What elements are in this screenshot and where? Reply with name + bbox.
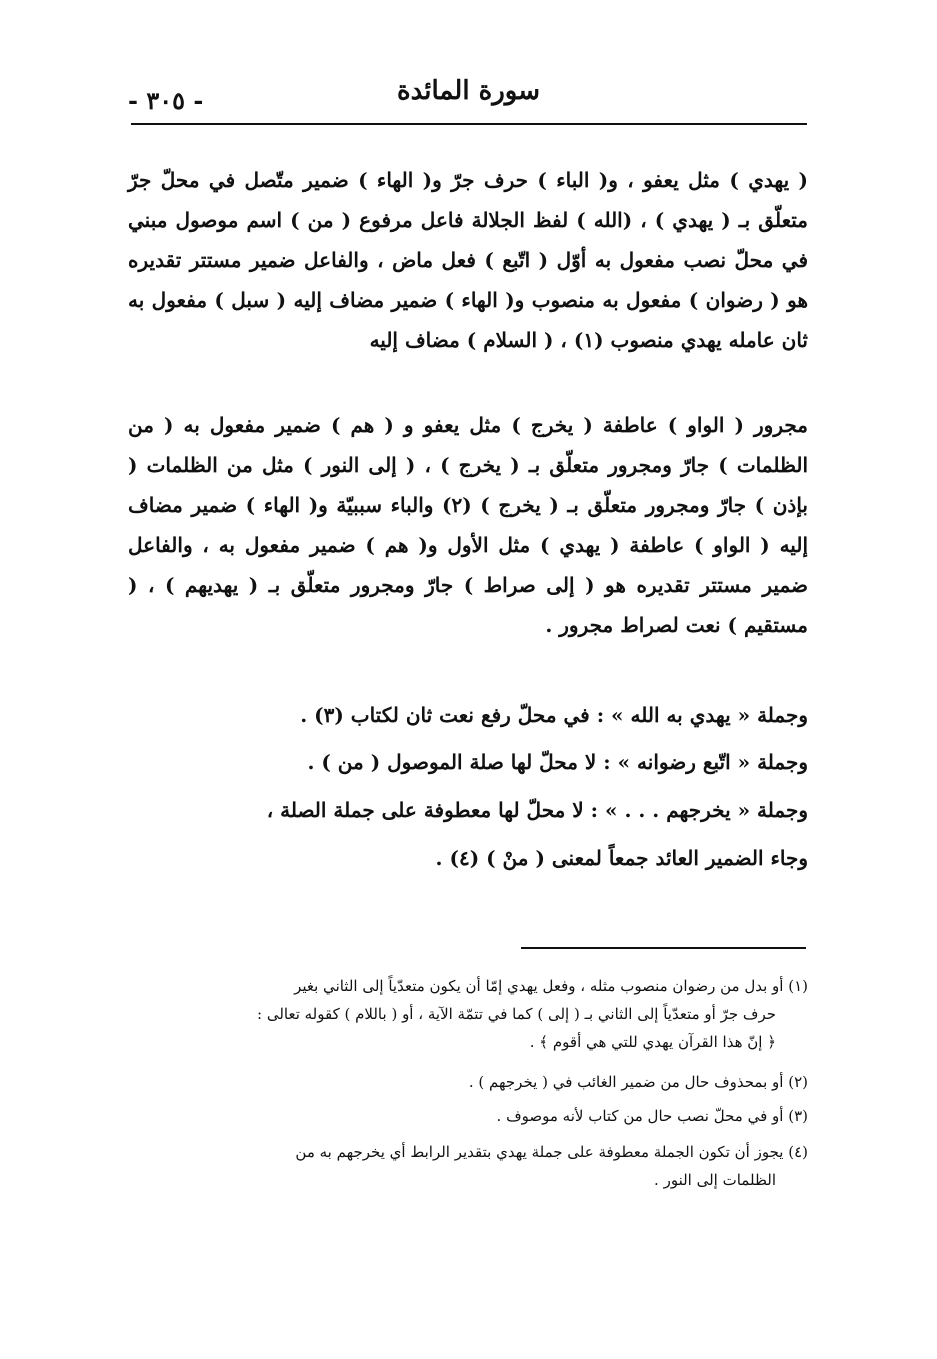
footnote-1-line-3: ﴿ إنّ هذا القرآن يهدي للتي هي أقوم ﴾ .: [529, 1033, 776, 1051]
page-title: سورة المائدة: [396, 76, 541, 106]
footnote-2-line-1: (٢) أو بمحذوف حال من ضمير الغائب في ( يخرجهم ) .: [468, 1073, 808, 1091]
footnote-2: [128, 1068, 808, 1096]
footnote-1-line-2: حرف جرّ أو متعدّياً إلى الثاني بـ ( إلى ) كما في تتمّة الآية ، أو ( باللام ) كقوله تعالى :: [257, 1005, 776, 1023]
footnote-3-line-1: (٣) أو في محلّ نصب حال من كتاب لأنه موصوف .: [496, 1107, 808, 1125]
page-number: - ٣٠٥ -: [128, 86, 204, 115]
footnote-4-line-1: (٤) يجوز أن تكون الجملة معطوفة على جملة يهدي بتقدير الرابط أي يخرجهم به من: [295, 1143, 808, 1161]
footnote-4: [128, 1138, 808, 1194]
footnote-3: [128, 1102, 808, 1130]
sentence-4: وجاء الضمير العائد جمعاً لمعنى ( منْ ) (٤) .: [435, 846, 808, 870]
footnote-4-line-2: الظلمات إلى النور .: [654, 1171, 776, 1189]
sentence-2: وجملة « اتّبع رضوانه » : لا محلّ لها صلة الموصول ( من ) .: [307, 750, 808, 774]
footnote-1-line-1: (١) أو بدل من رضوان منصوب مثله ، وفعل يهدي إمّا أن يكون متعدّياً إلى الثاني بغير: [294, 977, 808, 995]
paragraph-1: ( يهدي ) مثل يعفو ، و( الباء ) حرف جرّ و( الهاء ) ضمير متّصل في محلّ جرّ متعلّق بـ ( يهدي ) ، (الله ) لفظ الجلالة فاعل مرفوع ( من ) اسم موصول مبني في محلّ نصب مفعول به أوّل ( اتّبع ) فعل ماض ، والفاعل ضمير مستتر تقديره هو ( رضوان ) مفعول به منصوب و( الهاء ) ضمير مضاف إليه ( سبل ) مفعول به ثان عامله يهدي منصوب (١) ، ( السلام ) مضاف إليه: [128, 168, 808, 352]
footnote-divider: [521, 947, 806, 949]
footnote-1: [128, 972, 808, 1056]
sentence-3: وجملة « يخرجهم . . . » : لا محلّ لها معطوفة على جملة الصلة ،: [266, 798, 808, 822]
paragraph-2: مجرور ( الواو ) عاطفة ( يخرج ) مثل يعفو و ( هم ) ضمير مفعول به ( من الظلمات ) جارّ ومجرور متعلّق بـ ( يخرج ) ، ( إلى النور ) مثل من الظلمات ( بإذن ) جارّ ومجرور متعلّق بـ ( يخرج ) (٢) والباء سببيّة و( الهاء ) ضمير مضاف إليه ( الواو ) عاطفة ( يهدي ) مثل الأول و( هم ) ضمير مفعول به ، والفاعل ضمير مستتر تقديره هو ( إلى صراط ) جارّ ومجرور متعلّق بـ ( يهديهم ) ، ( مستقيم ) نعت لصراط مجرور .: [128, 413, 808, 637]
sentence-1: وجملة « يهدي به الله » : في محلّ رفع نعت ثان لكتاب (٣) .: [300, 703, 808, 727]
header-divider: [131, 123, 807, 125]
